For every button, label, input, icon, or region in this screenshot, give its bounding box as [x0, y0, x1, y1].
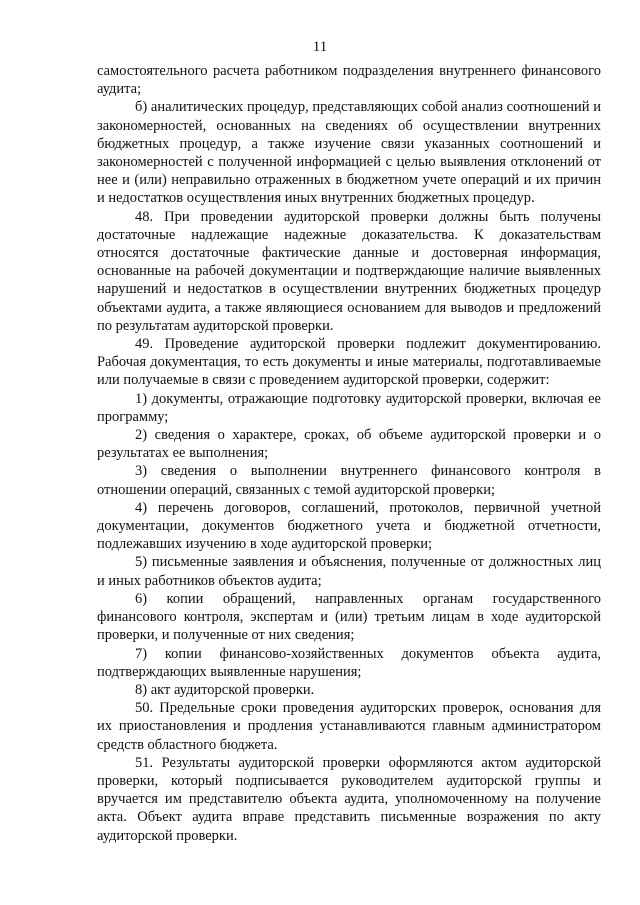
list-item-6: 6) копии обращений, направленных органам государственного финансового контроля, экспертам и (или) третьим лицам в ходе аудиторской проверки, и полученные от них сведения;: [97, 590, 601, 644]
list-item-5: 5) письменные заявления и объяснения, полученные от должностных лиц и иных работников объектов аудита;: [97, 554, 601, 589]
document-body: [97, 62, 601, 845]
page-number: 11: [312, 39, 328, 55]
list-item-2: 2) сведения о характере, сроках, об объеме аудиторской проверки и о результатах ее выполнения;: [97, 427, 601, 462]
list-item-4: 4) перечень договоров, соглашений, протоколов, первичной учетной документации, документов бюджетного учета и бюджетной отчетности, подлежавших изучению в ходе аудиторской проверки;: [97, 499, 601, 553]
paragraph-item-b: б) аналитических процедур, представляющих собой анализ соотношений и закономерностей, основанных на сведениях об осуществлении внутренних бюджетных процедур, а также изучение связи указанных соотношений и закономерностей с полученной информацией с целью выявления отклонений от нее и (или) неправильно отраженных в бюджетном учете операций и их причин и недостатков осуществления иных внутренних бюджетных процедур.: [97, 99, 601, 207]
list-item-7: 7) копии финансово-хозяйственных документов объекта аудита, подтверждающих выявленные нарушения;: [97, 645, 601, 680]
paragraph-49: 49. Проведение аудиторской проверки подлежит документированию. Рабочая документация, то есть документы и иные материалы, подготавливаемые или получаемые в связи с проведением аудиторской проверки, содержит:: [97, 336, 601, 389]
list-item-8: 8) акт аудиторской проверки.: [135, 681, 315, 698]
paragraph-51: 51. Результаты аудиторской проверки оформляются актом аудиторской проверки, который подписывается руководителем аудиторской группы и вручается им представителю объекта аудита, уполномоченному на получение акта. Объект аудита вправе представить письменные возражения по акту аудиторской проверки.: [97, 754, 601, 844]
paragraph-continuation: самостоятельного расчета работником подразделения внутреннего финансового аудита;: [97, 63, 601, 98]
paragraph-48: 48. При проведении аудиторской проверки должны быть получены достаточные надлежащие надежные доказательства. К доказательствам относятся достаточные фактические данные и достоверная информация, основанные на рабочей документации и подтверждающие наличие выявленных нарушений и недостатков в осуществлении внутренних бюджетных процедур объектами аудита, а также являющиеся основанием для выводов и предложений по результатам аудиторской проверки.: [97, 208, 601, 334]
paragraph-50: 50. Предельные сроки проведения аудиторских проверок, основания для их приостановления и продления устанавливаются главным администратором средств областного бюджета.: [97, 700, 601, 753]
list-item-1: 1) документы, отражающие подготовку аудиторской проверки, включая ее программу;: [97, 390, 601, 425]
list-item-3: 3) сведения о выполнении внутреннего финансового контроля в отношении операций, связанных с темой аудиторской проверки;: [97, 463, 601, 498]
